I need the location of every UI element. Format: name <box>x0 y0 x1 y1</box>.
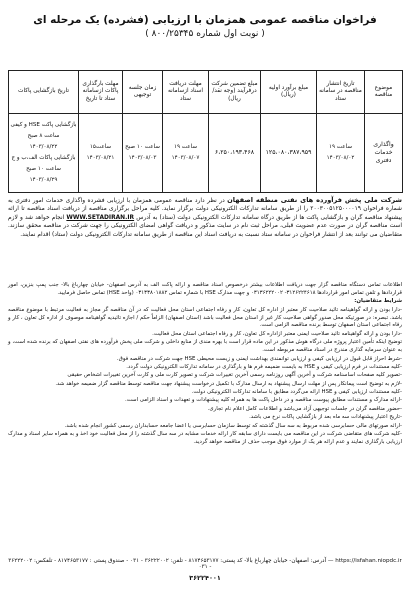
notice-title: فراخوان مناقصه عمومی همزمان با ارزیابی (فشرده) یک مرحله ای <box>33 14 377 26</box>
condition-item: -دارا بودن و ارائه گواهینامه تائید صلاحیت ایمنی معتبر ازاداره کل تعاون، کار و رفاه اجتماعی استان محل فعالیت. <box>152 330 402 337</box>
cell-receive <box>163 114 209 193</box>
col-upload-deadline: مهلت بارگذاری پاکات ازسامانه ستاد تا تاریخ <box>79 71 123 114</box>
footer-address: https://isfahan.niopdc.ir — آدرس: اصفهان- خیابان چهارباغ بالا- کد پستی: ۸۱۷۴۶۵۳۱۷۷ - تلفن: ۳۶۲۲۲۰۰۲ - ۰۳۱ - صندوق پستی : ۸۱۷۴۶۵۳۱۷۷ - تلفکس: ۳۶۲۲۲۰۰۲ - ۰۳۱ <box>8 558 402 570</box>
col-meeting: زمان جلسه توجیهی <box>123 71 163 114</box>
conditions-heading: شرایط متقاضیان: <box>354 298 402 305</box>
receive-date: ۱۴۰۳/۰۸/۰۷ <box>171 155 200 161</box>
publish-date: ۱۴۰۳/۰۸/۰۲ <box>326 155 355 161</box>
intro-text-2: انجام خواهد شد و لازم است مناقصه گران در صورت عدم عضویت قبلی، مراحل ثبت نام در سایت مذکور و دریافت گواهی امضای الکترونیکی را جهت شرکت در مناقصه محقق سازند. <box>8 214 402 230</box>
setad-link[interactable]: WWW.SETADIRAN.IR <box>66 214 135 221</box>
col-receive-deadline: مهلت دریافت اسناد ازسامانه ستاد <box>163 71 209 114</box>
cell-estimate: ۱۲۵،۰۸۰،۳۸۷،۹۵۹ <box>261 114 317 193</box>
condition-item: -تاریخ اعتبار پیشنهادات سه ماه بعد از بازگشایی پاکات نرخ می باشد. <box>249 414 402 421</box>
col-publish-date: تاریخ انتشار مناقصه در سامانه ستاد <box>317 71 365 114</box>
notice-subtitle: ( نوبت اول شماره ۸۰۰/۲۵۳۴۵ ) <box>145 29 265 39</box>
table-row <box>9 114 403 193</box>
condition-item: -شرط احراز قابل قبول در ارزیابی کیفی و ارزیابی توانمندی بهداشت ایمنی و زیست محیطی HSE جهت شرکت در مناقصه فوق. <box>116 355 402 362</box>
publish-time: ساعت ۱۹ <box>328 144 352 151</box>
company-name: شرکت ملی پخش فرآورده های نفتی منطقه اصفهان <box>227 196 402 204</box>
condition-item: -ارائه صورتهای مالی حسابرسی شده مربوط به سه سال گذشته که توسط سازمان حسابرسی یا اعضا جامعه حسابداران رسمی کشور انجام شده باشد. <box>64 422 402 429</box>
opening-2-label: بازگشایی پاکات الف،ب و ج <box>11 155 76 161</box>
intro-text: در نظر دارد مناقصه عمومی همزمان با ارزیابی فشرده واگذاری خدمات امور دفتری به شماره فراخوان ۲۰۰۳۰۰۵۱۲۵۰۰۰۰۱۹ را از طریق سامانه تدارکات الکترونیکی دولت برگزار نماید. کلیه مراحل برگزاری مناقصه از دریافت اسناد مناقصه تا ارائه پیشنهاد مناقصه گران و بازگشایی پاکت ها از طریق درگاه سامانه تدارکات الکترونیکی دولت (ستاد) به آدرس <box>8 198 402 221</box>
table-header-row <box>9 71 403 114</box>
condition-item: -کلیه شرکت های متقاضی شرکت در این مناقصه می بایست دارای سابقه کار ارائه خدمات مشابه در سه سال گذشته را از محل فعالیت خود اخذ و به همراه سایر اسناد و مدارک ارزیابی بارگذاری نمایند و عدم ارائه هر یک از موارد فوق موجب حذف از مناقصه خواهد گردید. <box>8 431 402 445</box>
col-subject: موضوع مناقصه <box>365 71 403 114</box>
col-estimate: مبلغ برآورد اولیه (ریال) <box>261 71 317 114</box>
conditions-section <box>8 282 402 447</box>
upload-date: ۱۴۰۳/۰۸/۲۱ <box>86 155 115 161</box>
col-opening: تاریخ بازگشایی پاکات <box>9 71 79 114</box>
cell-opening <box>9 114 79 193</box>
cell-subject: واگذاری خدمات دفتری <box>365 114 403 193</box>
cell-upload <box>79 114 123 193</box>
tender-notice-page <box>0 14 410 590</box>
condition-item: -کلیه مستندات در فرم ارزیابی کیفی و HSE به بایست ضمیمه فرم ها و بارگذاری در سامانه تدارکات الکترونیکی دولت گردد. <box>126 363 402 370</box>
meeting-time: ساعت ۱۰ صبح <box>125 144 160 151</box>
opening-1-time: ساعت ۸ صبح <box>27 133 60 140</box>
cell-guarantee: ۶،۲۵۰،۱۹۳،۴۶۸ <box>209 114 261 193</box>
condition-item: -لازم به توضیح است پیمانکار پس از مهلت ارسال پیشنهاد به ارسال مدارک با تکمیل درخواست پیشنهاد جهت مناقصه توسط مناقصه گزار ضمیمه خواهد شد. <box>55 380 402 387</box>
condition-item: توضیح اینکه تأمین اعتبار پروژه ملی درگاه هوش مذکور در این ماده قرار است با بهره مندی از منابع داخلی و شرکت ملی پخش فرآورده های نفتی اصفهان که برنده شده است، و به عنوان سرمایه گذاری مندرج در اسناد مناقصه مربوطه است. <box>8 339 402 354</box>
footer-url[interactable]: https://isfahan.niopdc.ir <box>335 558 402 564</box>
opening-1-date: ۱۴۰۳/۰۸/۲۲ <box>29 144 58 151</box>
intro-paragraph <box>8 196 402 239</box>
condition-item: -ارائه مدارک و مستندات مطابق پیوست مناقصه و در داخل پاکت ها به همراه کلیه پیشنهادات و تعهدات و اسناد الزامی است. <box>125 397 402 404</box>
footer-line: آدرس: اصفهان- خیابان چهارباغ بالا- کد پستی: ۸۱۷۴۶۵۳۱۷۷ - تلفن: ۳۶۲۲۲۰۰۲ - ۰۳۱ - صندوق پستی : ۸۱۷۴۶۵۳۱۷۷ - تلفکس: ۳۶۲۲۲۰۰۲ - ۰۳۱ <box>8 558 327 570</box>
meeting-date: ۱۴۰۳/۰۸/۰۳ <box>128 155 157 161</box>
cell-meeting <box>123 114 163 193</box>
opening-1-label: بازگشایی پاکت HSE و کیفی <box>10 122 77 129</box>
cell-publish <box>317 114 365 193</box>
tender-table <box>8 70 403 193</box>
condition-item: -کلیه مستندات ارزیابی کیفی و HSE ارائه می‌گردد مطابق با سامانه تدارکات الکترونیکی دولت. <box>191 389 402 396</box>
condition-item: -دارا بودن و ارائه گواهینامه تائید صلاحیت کار معتبر از اداره کل تعاون، کار و رفاه اجتماعی استان محل فعالیت که در آن مناقصه گر مجاز به فعالیت مرتبط با موضوع مناقصه باشد. تبصره: در صورتیکه محل صدور گواهی صلاحیت کار غیر از استان محل فعالیت باشد (استان اصفهان) الزاماً حکم / اجازه تائیدیه گواهینامه موصوف از اداره کل تعاون ، کار و رفاه اجتماعی استان اصفهان توسط برنده مناقصه الزامی است. <box>8 306 402 329</box>
condition-item: -تصویر کلیه صفحات اساسنامه شرکت و آخرین آگهی روزنامه رسمی آخرین تغییرات شرکت و تصویر کارت ملی و کارت آخرین تغییرات اشخاص حقیقی <box>67 372 402 379</box>
contact-paragraph: اطلاعات تماس دستگاه مناقصه گزار جهت دریافت اطلاعات بیشتر درخصوص اسناد مناقصه و ارائه پاکت الف به آدرس اصفهان- خیابان چهارباغ بالا- جنب پمپ بنزین، امور قراردادها و تلفن تماس امور قراردادها ۳۱۲۶۲۲۴۶۱۸- ۰۳۱۳۶۲۲۲۰۰۲ و جهت مدارک HSE با شماره تماس ۰۳۱۳۳۸۰۱۸۸۲ (واحد HSE) تماس حاصل فرمایید. <box>8 282 402 296</box>
intro-text-3: متقاضیان می توانند بعد از انتشار فراخوان در سامانه ستاد نسبت به دریافت اسناد این مناقصه از طریق سامانه تدارکات الکترونیکی دولت (ستاد) اقدام نمایند. <box>20 231 402 238</box>
upload-time: ساعت۱۵ <box>89 144 112 151</box>
col-guarantee: مبلغ تضمین شرکت درفرآیند (وجه نقد/ریال) <box>209 71 261 114</box>
condition-item: -حضور مناقصه گران در جلسات توجیهی آزاد می‌باشد و اطلاعات کامل اعلام نام تجاری. <box>207 405 402 412</box>
notice-code: ۳۶۲۲۴۰۰۱ <box>189 574 221 582</box>
receive-time: ساعت ۱۹ <box>173 144 197 151</box>
opening-2-date: ۱۴۰۳/۰۸/۲۹ <box>29 176 58 183</box>
opening-2-time: ساعت ۱۰ صبح <box>26 165 61 172</box>
